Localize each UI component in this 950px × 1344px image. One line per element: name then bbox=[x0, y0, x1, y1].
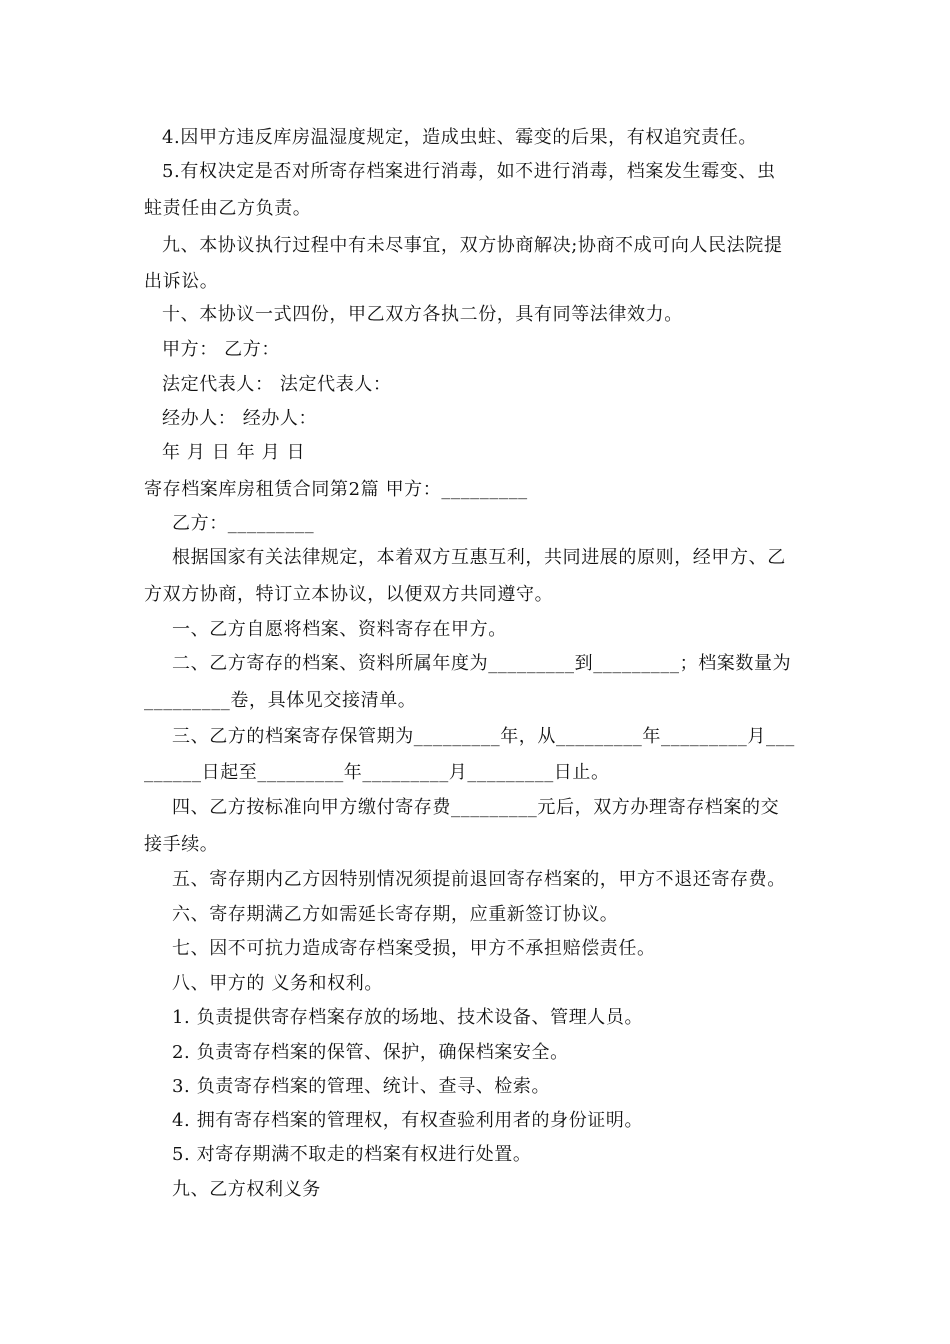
clause-line-5: 出诉讼。 bbox=[144, 271, 219, 292]
clause-line-3: 蛀责任由乙方负责。 bbox=[144, 198, 312, 219]
article-8-item-3: 3. 负责寄存档案的管理、统计、查寻、检索。 bbox=[172, 1076, 551, 1097]
clause-line-2: 5.有权决定是否对所寄存档案进行消毒，如不进行消毒，档案发生霉变、虫 bbox=[162, 161, 776, 182]
article-2-line-2: _________卷，具体见交接清单。 bbox=[144, 690, 417, 711]
article-4-line-1: 四、乙方按标准向甲方缴付寄存费_________元后，双方办理寄存档案的交 bbox=[172, 797, 780, 818]
clause-line-6: 十、本协议一式四份，甲乙双方各执二份，具有同等法律效力。 bbox=[162, 304, 683, 325]
article-9-heading: 九、乙方权利义务 bbox=[172, 1179, 321, 1200]
party-b-line: 乙方：_________ bbox=[172, 513, 315, 534]
article-8-item-4: 4. 拥有寄存档案的管理权，有权查验利用者的身份证明。 bbox=[172, 1110, 644, 1131]
article-6: 六、寄存期满乙方如需延长寄存期，应重新签订协议。 bbox=[172, 904, 619, 925]
signature-parties-line: 甲方： 乙方： bbox=[162, 339, 280, 360]
article-8-heading: 八、甲方的 义务和权利。 bbox=[172, 973, 383, 994]
clause-line-4: 九、本协议执行过程中有未尽事宜，双方协商解决;协商不成可向人民法院提 bbox=[162, 235, 783, 256]
article-8-item-2: 2. 负责寄存档案的保管、保护，确保档案安全。 bbox=[172, 1042, 569, 1063]
article-2-line-1: 二、乙方寄存的档案、资料所属年度为_________到_________；档案数量为 bbox=[172, 653, 792, 674]
clause-line-1: 4.因甲方违反库房温湿度规定，造成虫蛀、霉变的后果，有权追究责任。 bbox=[162, 127, 757, 148]
article-7: 七、因不可抗力造成寄存档案受损，甲方不承担赔偿责任。 bbox=[172, 938, 656, 959]
signature-agent-line: 经办人： 经办人： bbox=[162, 408, 318, 429]
contract-title-line: 寄存档案库房租赁合同第2篇 甲方：_________ bbox=[144, 479, 528, 500]
article-3-line-1: 三、乙方的档案寄存保管期为_________年，从_________年_________月___ bbox=[172, 726, 795, 747]
article-4-line-2: 接手续。 bbox=[144, 834, 219, 855]
article-5: 五、寄存期内乙方因特别情况须提前退回寄存档案的，甲方不退还寄存费。 bbox=[172, 869, 786, 890]
preamble-line-2: 方双方协商，特订立本协议，以便双方共同遵守。 bbox=[144, 584, 554, 605]
article-3-line-2: ______日起至_________年_________月_________日止。 bbox=[144, 762, 610, 783]
signature-representative-line: 法定代表人： 法定代表人： bbox=[162, 374, 392, 395]
signature-date-line: 年 月 日 年 月 日 bbox=[162, 442, 306, 463]
article-8-item-5: 5. 对寄存期满不取走的档案有权进行处置。 bbox=[172, 1144, 532, 1165]
article-8-item-1: 1. 负责提供寄存档案存放的场地、技术设备、管理人员。 bbox=[172, 1007, 644, 1028]
article-1: 一、乙方自愿将档案、资料寄存在甲方。 bbox=[172, 619, 507, 640]
preamble-line-1: 根据国家有关法律规定，本着双方互惠互利，共同进展的原则，经甲方、乙 bbox=[172, 547, 786, 568]
